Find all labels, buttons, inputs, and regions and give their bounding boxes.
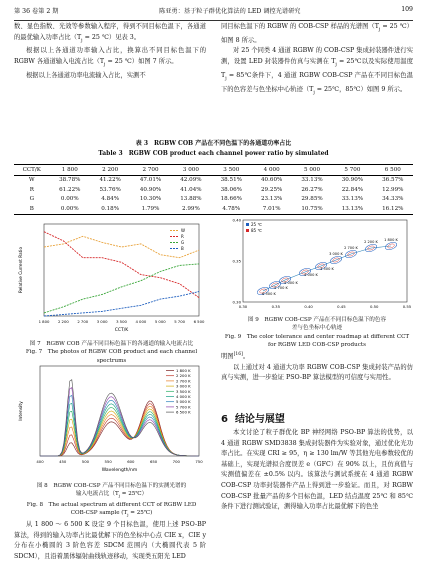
fig9-caption-cn: 差与色坐标中心轨迹 [291, 325, 343, 332]
para-text: 从 1 800 ～ 6 500 K 设定 9 个目标色温，使用上述 PSO-BP 算法，得到的输入功率占比最优解下的色坐标中心点 CIE x，CIE y 分布在小椭圆的 3 阶色容差 SDCM 范围内（大椭圆代表 5 阶 SDCM），且沿着黑体辐射曲线轨迹移动，实现类五阳光 LED [14, 521, 206, 560]
journal-volume: 第 36 卷第 2 期 [14, 8, 59, 15]
para-text: 。 [242, 353, 250, 361]
para-text: 25℃以及实际使用温度 T [221, 58, 413, 79]
para-text: 以上通过对 4 通道大功率 RGBW COB-CSP 集成封装产品的仿真与实测，进一步验证 PSO-BP 算法模型的可信度与实用性。 [221, 363, 413, 382]
legend-label: 3 000 K [176, 383, 191, 389]
ellipse-label: 3 500 K [320, 267, 334, 271]
x-tick-label: 0.40 [304, 304, 313, 309]
ellipse-label: 3 000 K [329, 252, 343, 256]
table-cell: 4.84% [101, 196, 120, 203]
fig8-caption-cn: 25℃） [128, 491, 148, 498]
x-tick-label: 0.30 [238, 304, 248, 309]
x-tick-label: 3 500 [116, 319, 127, 324]
table-cell: 33.13% [341, 196, 364, 203]
table-cell: 38.78% [59, 177, 81, 184]
y-tick-label: 0.30 [232, 299, 241, 305]
ellipse-label: 5 000 K [284, 281, 298, 285]
legend-label: 25 ℃ [251, 222, 262, 227]
legend-label: 2 700 K [176, 378, 191, 384]
fig9-caption-en: Fig. 9 The color tolerance and center roadmap at different CCT [224, 333, 410, 340]
x-tick-label: 2 200 [57, 319, 69, 324]
table-cell: 13.13% [341, 205, 364, 212]
table-cell: 61.22% [59, 186, 81, 193]
table-cell: 41.04% [180, 186, 202, 193]
left-column-top: 数、显色指数、光效等参数输入程序，得到不同目标色温下，各通道的最优输入功率占比（$T_j = 25$ ℃）见表 3。 根据以上各通道功率输入占比，换算出不同目标色温下的 RGBW 各通道输入电流占比（$T_j = 25$ ℃）如图 7 所示。 根据以上各通道功率电流输入占比，实测不 [14, 22, 206, 81]
para-text: 25 ℃）如图 8 所示。 [221, 23, 413, 44]
table-caption-en: Table 3 RGBW COB product each channel power ratio by simulated [98, 150, 329, 157]
legend-label: B [181, 246, 184, 251]
table-row [14, 195, 413, 205]
right-column-top: 同目标色温下的 RGBW 的 COB-CSP 样品的光谱图（$T_j = 25$ ℃）如图 8 所示。 对 25 个同类 4 通道 RGBW 的 COB-CSP 集成封装器件进行实测，设置 LED 封装器件仿真与实测在 $T_j$ = 25℃以及实际使用温度 $T_j$ = 85℃条件下，4 通道 RGBW COB-CSP 产品在不同目标色温下的色容差与色坐标中心轨迹（$T_j$ = 25℃，85℃）如图 9 所示。 [221, 23, 413, 95]
x-tick-label: 750 [195, 459, 203, 464]
table-cell: 0.18% [101, 205, 120, 212]
x-axis-label: Wavelength/nm [101, 468, 138, 473]
left-column-bottom [14, 520, 206, 562]
table-cell: 1.79% [141, 205, 160, 212]
table-header-cell: 2 700 [142, 166, 159, 173]
series-line [44, 232, 199, 298]
fig8-caption-en: 25℃) [136, 510, 153, 517]
series-line [44, 236, 199, 257]
table-cell: 23.13% [261, 196, 283, 203]
x-tick-label: 5 700 [174, 319, 186, 324]
x-tick-label: 2 700 [77, 319, 89, 324]
table-row [14, 185, 413, 195]
legend-label: W [181, 228, 185, 233]
plot-frame [243, 220, 407, 302]
series-line [44, 264, 199, 313]
table-cell: 16.12% [382, 205, 404, 212]
series-line [44, 292, 199, 317]
table-header-cell: 3 500 [223, 166, 240, 173]
para-text: 85℃条件下，4 通道 RGBW COB-CSP 产品在不同目标色温下的色容差与色坐标中心轨迹（T [221, 71, 413, 93]
para-text: 25 ℃）见表 3。 [91, 33, 141, 41]
fig8-caption-en: COB-CSP sample (T [70, 510, 128, 517]
table-row [14, 175, 413, 185]
table-header-cell: 5 000 [304, 166, 321, 173]
y-axis-label: Relative Current Ratio [18, 246, 23, 294]
running-title: 陈亚勇：基于粒子群优化算法的 LED 调控光谱研究 [159, 8, 301, 15]
legend-label: 2 200 K [176, 373, 191, 379]
table-header-cell: 1 800 [61, 166, 78, 173]
para-text: 明图 [221, 353, 234, 361]
x-tick-label: 700 [172, 459, 180, 464]
y-axis-label: Intensity [19, 401, 24, 421]
fig7-caption-cn: 图 7 RGBW COB 产品不同目标色温下的各通道的输入电流占比 [29, 341, 194, 347]
table-header-cell: 4 000 [263, 166, 280, 173]
table-header-row [14, 165, 413, 176]
x-tick-label: 0.35 [271, 304, 281, 309]
table-cell: 53.76% [99, 186, 121, 193]
legend-label: G [181, 240, 185, 245]
table-cell: 0.00% [60, 205, 79, 212]
table-header-cell: 5 700 [344, 166, 361, 173]
ellipse-label: 1 800 K [384, 238, 398, 242]
legend-label: 6 500 K [176, 409, 191, 415]
legend-label: R [181, 234, 184, 239]
x-tick-label: 0.55 [402, 304, 412, 309]
y-tick-label: 0.35 [232, 258, 241, 264]
section-number: 6 [221, 414, 228, 425]
para-text: 数、显色指数、光效等参数输入程序，得到不同目标色温下，各通道的最优输入功率占比（T [14, 23, 206, 41]
table-header-cell: 2 200 [102, 166, 119, 173]
x-tick-label: 3 000 [96, 319, 108, 324]
table-cell: 42.09% [180, 177, 202, 184]
plot-frame [44, 224, 199, 316]
table-cell: 18.66% [220, 196, 242, 203]
table-cell: 38.06% [220, 186, 242, 193]
fig9-caption-en: for RGBW LED COB-CSP products [268, 342, 366, 349]
right-column-middle [221, 350, 413, 384]
table-cell: 38.51% [220, 177, 242, 184]
table-header-cell: 6 500 [384, 166, 401, 173]
table-caption-cn: 表 3 RGBW COB 产品在不同色温下的各通道功率占比 [135, 140, 292, 147]
table-cell: 34.33% [382, 196, 404, 203]
ellipse-label: 4 000 K [304, 273, 318, 277]
table-cell: B [29, 205, 34, 212]
x-tick-label: 1 800 [38, 319, 50, 324]
fig7-caption-en: Fig. 7 The photos of RGBW COB product and each channel spectrums [25, 349, 198, 364]
fig8-caption-cn: 图 8 RGBW COB-CSP 产品不同目标色温下的实测光谱的 [36, 483, 187, 489]
page-number: 109 [401, 6, 413, 13]
table-cell: 40.90% [139, 186, 162, 193]
table-body [14, 175, 413, 214]
fig8-caption: 图 8 RGBW COB-CSP 产品不同目标色温下的实测光谱的 输入电流占比（$T_j$ = 25℃） Fig. 8 The actual spectrum at different CCT of RGBW LED COB-CSP sample ($T_j$ = 25℃) [26, 483, 197, 518]
fig8-caption-en: Fig. 8 The actual spectrum at different CCT of RGBW LED [26, 501, 197, 508]
table-cell: 36.57% [382, 177, 404, 184]
spectrum-line [40, 407, 199, 456]
table-cell: 29.25% [261, 186, 283, 193]
x-tick-label: 550 [104, 459, 112, 464]
legend-label: 1 800 K [176, 368, 191, 373]
table-cell: 13.88% [180, 196, 202, 203]
table-cell: 4.78% [222, 205, 241, 212]
para-text: 25 ℃）如图 7 所示。 [114, 58, 178, 66]
running-header [14, 6, 413, 21]
power-ratio-table [14, 164, 413, 215]
ellipse-label: 2 700 K [344, 246, 358, 250]
section-title: 结论与展望 [234, 414, 285, 425]
para-text: 根据以上各通道功率输入占比，换算出不同目标色温下的 RGBW 各通道输入电流占比（T [14, 47, 206, 66]
x-tick-label: 400 [36, 459, 44, 464]
y-tick-label: 0.40 [232, 217, 241, 223]
table-cell: 47.01% [139, 177, 162, 184]
x-tick-label: 450 [59, 459, 67, 464]
legend-label: 5 000 K [176, 399, 191, 405]
table-cell: W [28, 177, 35, 184]
legend-label: 4 000 K [176, 394, 191, 399]
x-tick-label: 0.45 [337, 304, 346, 309]
x-tick-label: 500 [81, 459, 90, 464]
ellipse-label: 6 500 K [262, 292, 276, 296]
fig8-spectrum-chart [14, 360, 209, 478]
para-text: 25℃，85℃）如图 9 所示。 [324, 85, 407, 93]
legend-label: 3 500 K [176, 388, 191, 394]
table-cell: G [29, 196, 35, 203]
table-cell: 7.01% [262, 205, 281, 212]
legend-label: 5 700 K [176, 404, 191, 410]
x-axis-label: CCT/K [114, 328, 129, 333]
fig9-caption-cn: 图 9 RGBW COB-CSP 产品在不同目标色温下的色容 [247, 317, 387, 323]
para-text: 对 25 个同类 4 通道 RGBW 的 COB-CSP 集成封装器件进行实测，设置 LED 封装器件仿真与实测在 T [221, 47, 413, 66]
conclusion-paragraph [221, 428, 413, 513]
fig9-caption [221, 316, 413, 350]
table-cell: 40.60% [261, 177, 283, 184]
table-cell: 0.00% [60, 196, 79, 203]
table-cell: R [29, 186, 34, 193]
table-cell: 22.84% [341, 186, 364, 193]
legend-label: 85 ℃ [251, 228, 262, 233]
table-cell: 2.99% [182, 205, 200, 212]
fig9-chromaticity-chart [221, 216, 413, 314]
legend-swatch [246, 223, 249, 226]
table-header-cell: 3 000 [182, 166, 199, 173]
x-tick-label: 5 000 [154, 319, 166, 324]
table-cell: 10.75% [301, 205, 323, 212]
table-cell: 33.13% [301, 177, 323, 184]
table-header-cell: CCT/K [22, 166, 41, 173]
para-text: 根据以上各通道功率电流输入占比，实测不 [26, 71, 146, 79]
x-tick-label: 4 000 [135, 319, 147, 324]
section-heading [221, 410, 285, 425]
legend-swatch [246, 229, 249, 232]
fig8-caption-cn: 输入电流占比（T [75, 491, 119, 498]
x-tick-label: 6 500 [193, 319, 205, 324]
table-cell: 30.90% [341, 177, 364, 184]
ellipse-label: 2 200 K [364, 240, 378, 244]
x-tick-label: 600 [127, 459, 135, 464]
para-text: 本文讨论了粒子群优化 BP 神经网络 PSO-BP 算法的优势，以 4 通道 RGBW SMD3838 集成封装器件为实验对象，通过优化光功率占比。在实现 CRI ≥ 95，η ≥ 130 lm/W 等其他光电参数较优的基础上，实现光谱拟合度误差 e（GFC）在 90% 以上，且仿真值与实测值偏差在 ±0.5% 以内。该算法与测试系统在 4 通道 RGBW COB-CSP 功率封装器件产品上得到进一步验证。而且，对 RGBW COB-CSP 批量产品的多个目标色温，LED 结点温度 25℃ 和 85℃ 条件下进行测试验证，测得输入功率占比最优解下的色坐 [221, 429, 413, 511]
table-cell: 29.85% [301, 196, 323, 203]
table-row [14, 204, 413, 214]
table-cell: 12.99% [382, 186, 404, 193]
fig7-current-ratio-chart [14, 218, 209, 336]
table-cell: 10.30% [139, 196, 162, 203]
table-cell: 26.27% [301, 186, 323, 193]
citation: [16] [233, 352, 243, 357]
x-tick-label: 650 [149, 459, 158, 464]
para-text: 同目标色温下的 RGBW 的 COB-CSP 样品的光谱图（T [221, 23, 379, 30]
table-cell: 41.22% [99, 177, 121, 184]
x-tick-label: 0.50 [369, 304, 379, 309]
ellipse-label: 5 700 K [274, 286, 288, 290]
